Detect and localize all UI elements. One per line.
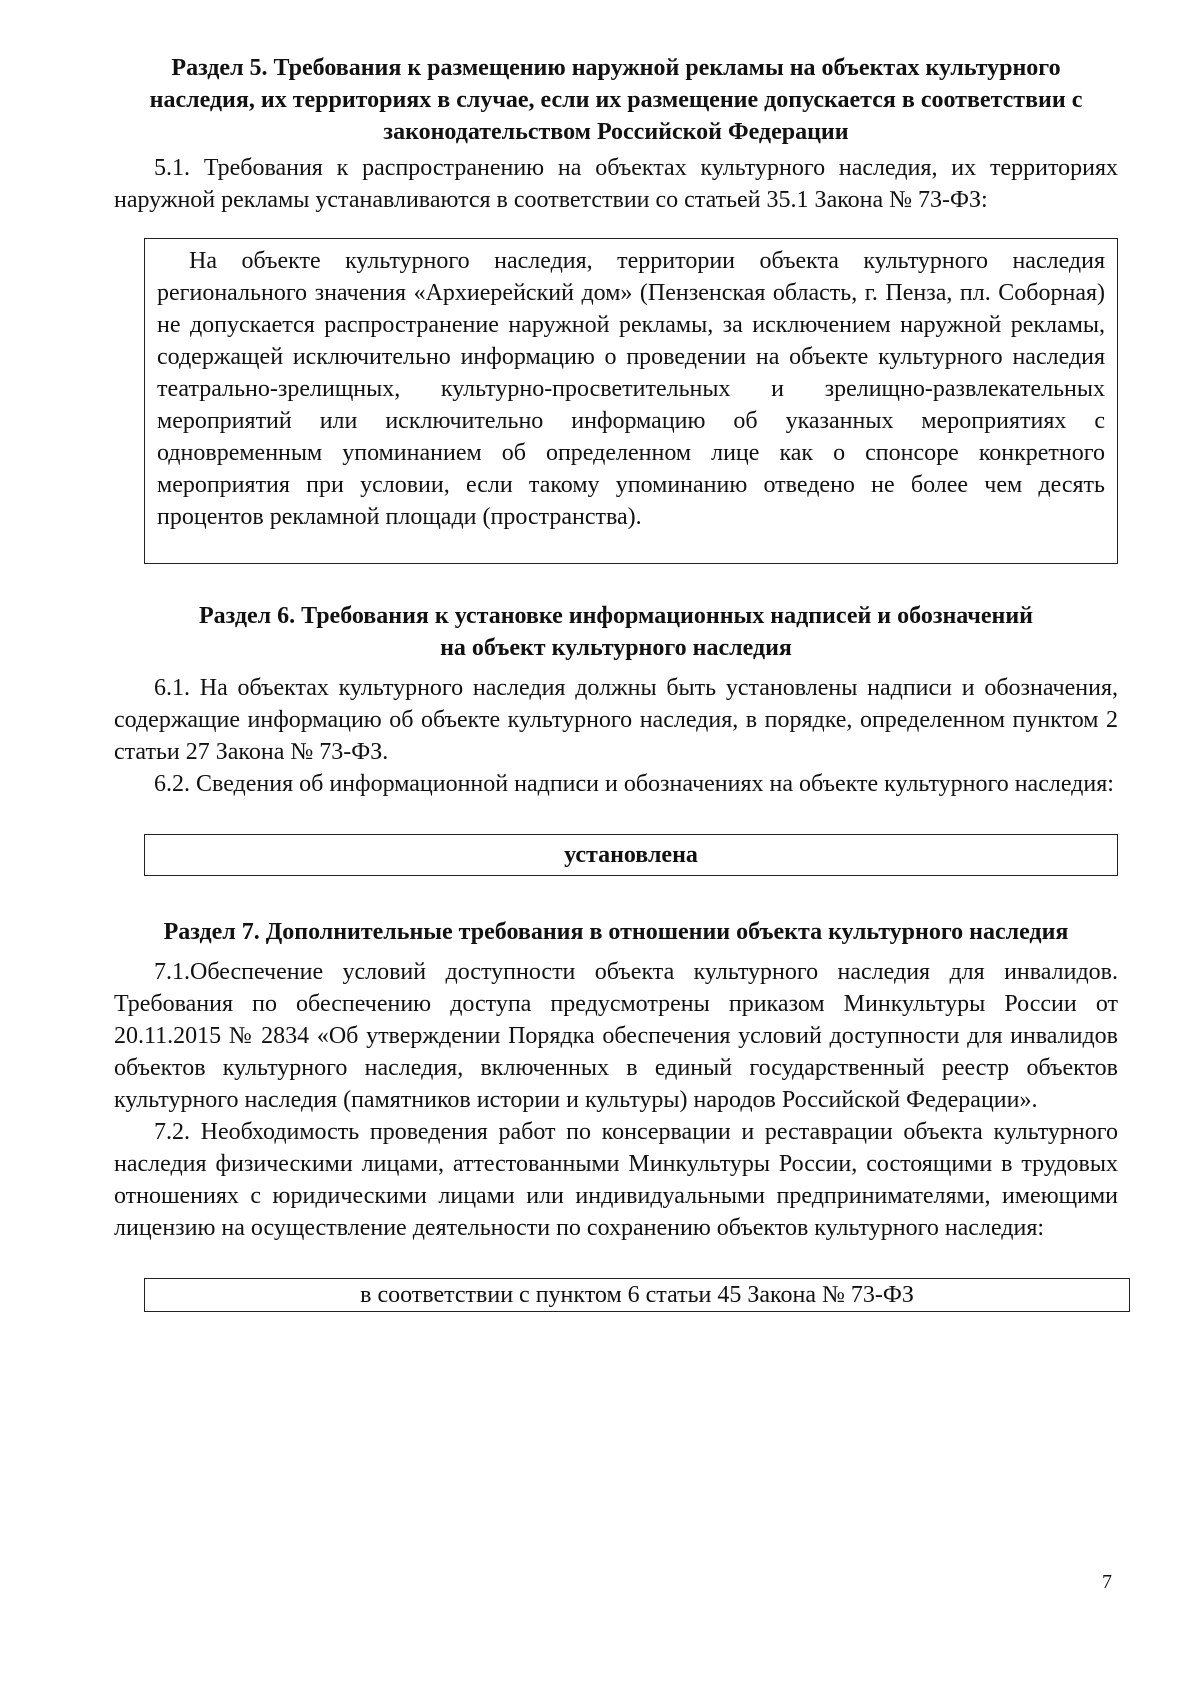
advertising-requirements-box bbox=[144, 238, 1118, 564]
paragraph-7-2: 7.2. Необходимость проведения работ по консервации и реставрации объекта культурного наследия физическими лицами, аттестованными Минкультуры России, состоящими в трудовых отношениях с юридическими лицами или индивидуальными предпринимателями, имеющими лицензию на осуществление деятельности по сохранению объектов культурного наследия: bbox=[114, 1119, 1118, 1241]
advertising-requirements-text: На объекте культурного наследия, территории объекта культурного наследия регионального значения «Архиерейский дом» (Пензенская область, г. Пенза, пл. Соборная) не допускается распространение наружной рекламы, за исключением наружной рекламы, содержащей исключительно информацию о проведении на объекте культурного наследия театрально-зрелищных, культурно-просветительных и зрелищно-развлекательных мероприятий или исключительно информацию об указанных мероприятиях с одновременным упоминанием об определенном лице как о спонсоре конкретного мероприятия при условии, если такому упоминанию отведено не более чем десять процентов рекламной площади (пространства). bbox=[157, 248, 1105, 530]
restoration-requirements-text: в соответствии с пунктом 6 статьи 45 Закона № 73-ФЗ bbox=[360, 1282, 914, 1308]
inscription-status-text: установлена bbox=[564, 842, 698, 868]
inscription-status-box bbox=[144, 834, 1118, 876]
section-7-heading: Раздел 7. Дополнительные требования в отношении объекта культурного наследия bbox=[163, 919, 1069, 945]
paragraph-7-1: 7.1.Обеспечение условий доступности объекта культурного наследия для инвалидов. Требования по обеспечению доступа предусмотрены приказом Минкультуры России от 20.11.2015 № 2834 «Об утверждении Порядка обеспечения условий доступности для инвалидов объектов культурного наследия, включенных в единый государственный реестр объектов культурного наследия (памятников истории и культуры) народов Российской Федерации». bbox=[114, 959, 1118, 1113]
section-5-heading: Раздел 5. Требования к размещению наружной рекламы на объектах культурного наследия, их территориях в случае, если их размещение допускается в соответствии с законодательством Российской Федерации bbox=[149, 55, 1083, 145]
paragraph-5-1: 5.1. Требования к распространению на объектах культурного наследия, их территориях наружной рекламы устанавливаются в соответствии со статьей 35.1 Закона № 73-ФЗ: bbox=[114, 155, 1118, 213]
paragraph-6-1: 6.1. На объектах культурного наследия должны быть установлены надписи и обозначения, содержащие информацию об объекте культурного наследия, в порядке, определенном пунктом 2 статьи 27 Закона № 73-ФЗ. bbox=[114, 675, 1118, 765]
paragraph-6-2: 6.2. Сведения об информационной надписи и обозначениях на объекте культурного наследия: bbox=[154, 771, 1114, 797]
restoration-requirements-box bbox=[144, 1278, 1130, 1312]
section-6-heading: Раздел 6. Требования к установке информационных надписей и обозначений на объект культурного наследия bbox=[198, 603, 1034, 661]
page-number: 7 bbox=[1102, 1571, 1112, 1593]
page-content bbox=[114, 52, 1118, 1312]
